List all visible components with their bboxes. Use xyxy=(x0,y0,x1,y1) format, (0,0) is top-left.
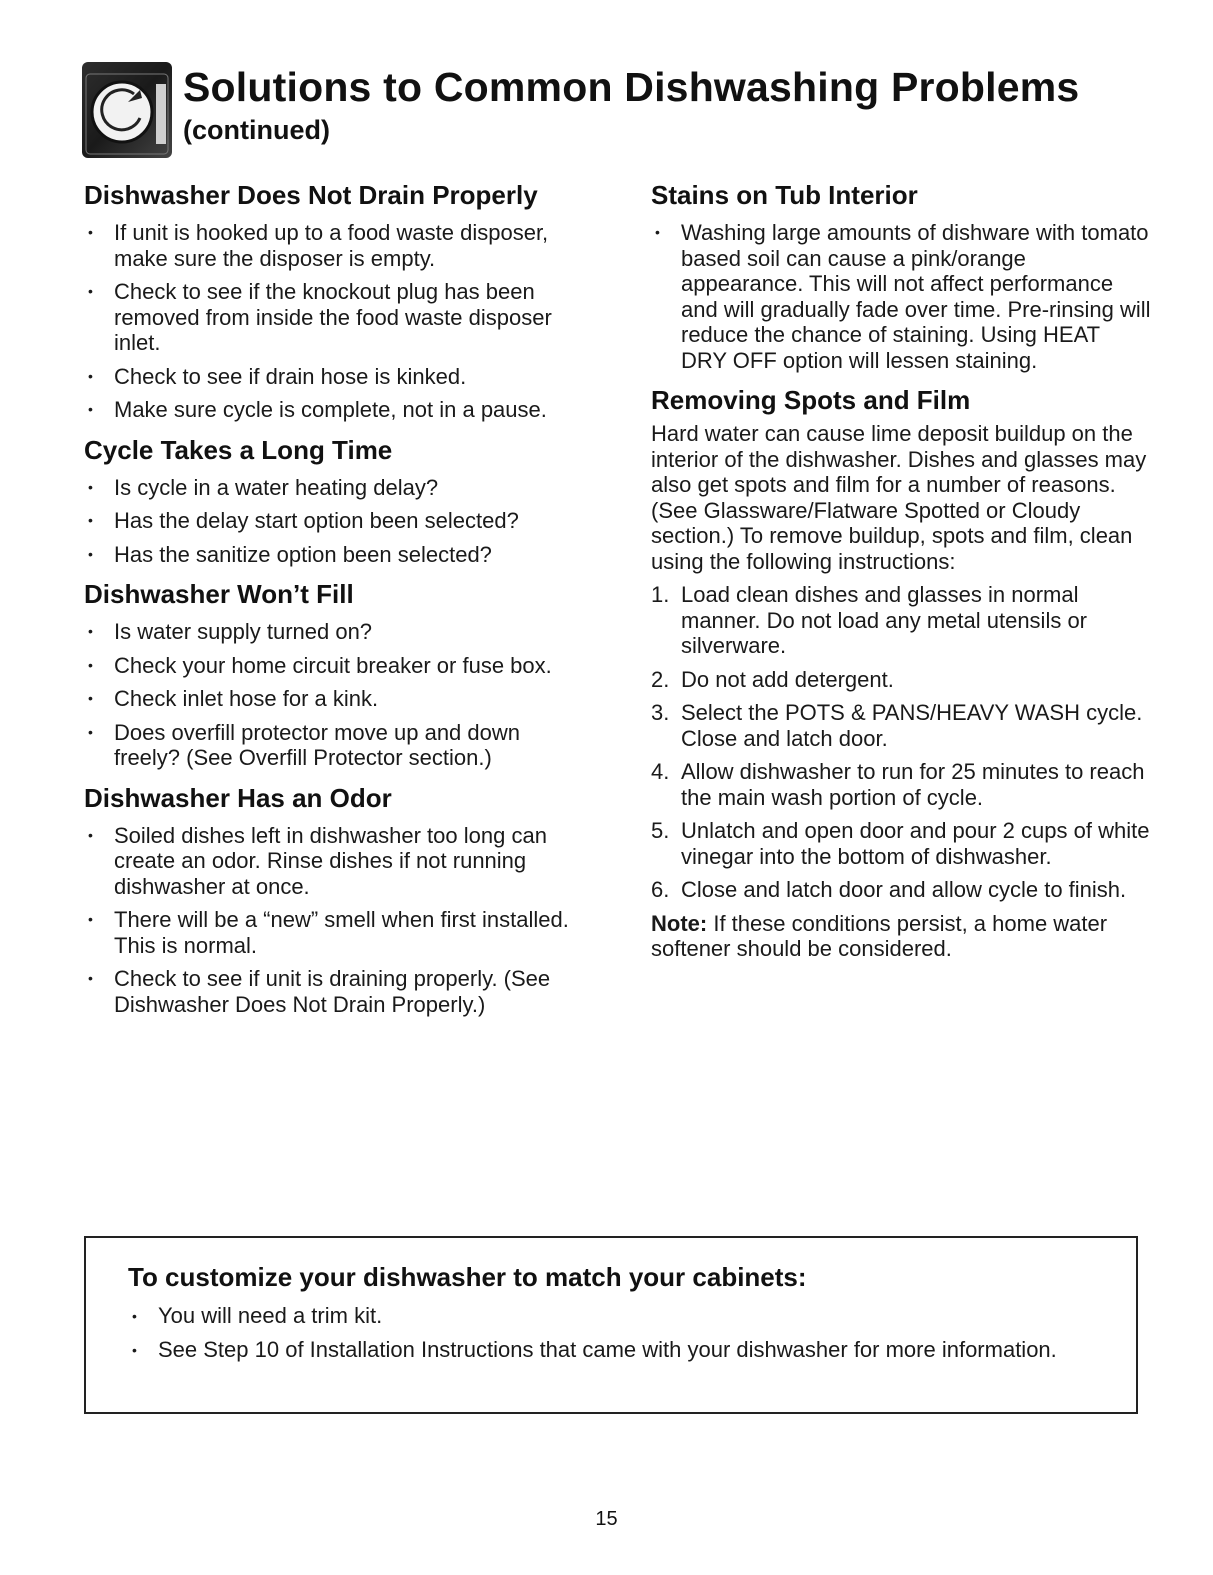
bullet-icon: • xyxy=(88,690,93,706)
step-text: Close and latch door and allow cycle to finish. xyxy=(681,877,1127,902)
step-text: Load clean dishes and glasses in normal manner. Do not load any metal utensils or silverware. xyxy=(681,582,1088,658)
bullet-list xyxy=(84,475,584,568)
list-item xyxy=(84,653,584,679)
section-title: Removing Spots and Film xyxy=(651,385,971,415)
list-item xyxy=(84,364,584,390)
list-item-text: Has the sanitize option been selected? xyxy=(114,541,492,567)
bullet-list xyxy=(651,220,1151,373)
numbered-step xyxy=(651,759,1151,810)
paragraph: Hard water can cause lime deposit buildup on the interior of the dishwasher. Dishes and glasses may also get spots and film for a number of reasons. (See Glassware/Flatware Spotted or Cloudy section.) To remove buildup, spots and film, clean using the following instructions: xyxy=(651,421,1147,574)
section-title: Dishwasher Has an Odor xyxy=(84,782,392,813)
section-title: Dishwasher Does Not Drain Properly xyxy=(84,180,538,210)
list-item-text: Make sure cycle is complete, not in a pause. xyxy=(114,397,547,422)
left-column xyxy=(84,178,584,1017)
list-item-text: Soiled dishes left in dishwasher too long can create an odor. Rinse dishes if not running dishwasher at once. xyxy=(114,822,547,899)
bullet-icon: • xyxy=(132,1308,137,1324)
list-item xyxy=(84,966,584,1017)
list-item-text: If unit is hooked up to a food waste disposer, make sure the disposer is empty. xyxy=(114,220,549,271)
list-item-text: See Step 10 of Installation Instructions that came with your dishwasher for more information. xyxy=(158,1337,1057,1362)
callout-title: To customize your dishwasher to match your cabinets: xyxy=(128,1262,807,1292)
list-item xyxy=(128,1337,1078,1363)
list-item-text: Check inlet hose for a kink. xyxy=(114,686,379,711)
bullet-icon: • xyxy=(88,723,93,740)
bullet-icon: • xyxy=(88,623,93,639)
list-item xyxy=(84,619,584,645)
bullet-icon: • xyxy=(88,826,93,843)
step-number: 4. xyxy=(651,759,670,784)
step-number: 5. xyxy=(651,818,670,843)
bullet-icon: • xyxy=(132,1342,137,1358)
list-item-text: There will be a “new” smell when first installed. This is normal. xyxy=(114,907,569,958)
bullet-list xyxy=(128,1295,1078,1363)
bullet-icon: • xyxy=(88,224,93,240)
list-item xyxy=(84,542,584,568)
bullet-icon: • xyxy=(88,367,93,384)
bullet-icon: • xyxy=(88,656,93,673)
list-item xyxy=(84,220,584,271)
step-number: 3. xyxy=(651,700,670,725)
page-subtitle: (continued) xyxy=(183,115,330,145)
numbered-step xyxy=(651,582,1151,659)
bullet-icon: • xyxy=(88,545,93,562)
note-text: If these conditions persist, a home water softener should be considered. xyxy=(651,910,1108,961)
list-item-text: Check your home circuit breaker or fuse box. xyxy=(114,652,552,678)
list-item-text: Has the delay start option been selected? xyxy=(114,508,519,533)
bullet-icon: • xyxy=(88,512,93,528)
section-title: Stains on Tub Interior xyxy=(651,180,918,210)
step-text: Select the POTS & PANS/HEAVY WASH cycle. Close and latch door. xyxy=(681,700,1143,751)
step-text: Allow dishwasher to run for 25 minutes to reach the main wash portion of cycle. xyxy=(681,759,1145,810)
bullet-icon: • xyxy=(88,283,93,299)
list-item-text: Check to see if the knockout plug has been removed from inside the food waste disposer inlet. xyxy=(114,279,552,355)
list-item xyxy=(84,686,584,712)
list-item-text: Washing large amounts of dishware with tomato based soil can cause a pink/orange appearance. This will not affect performance and will gradually fade over time. Pre-rinsing will reduce the chance of staining. Using HEAT DRY OFF option will lessen staining. xyxy=(681,220,1151,373)
section-title: Dishwasher Won’t Fill xyxy=(84,579,354,609)
list-item-text: Check to see if unit is draining properly. (See Dishwasher Does Not Drain Properly.) xyxy=(114,966,551,1017)
list-item-text: Is cycle in a water heating delay? xyxy=(114,474,439,500)
step-text: Do not add detergent. xyxy=(681,666,894,692)
list-item xyxy=(84,907,584,958)
list-item xyxy=(84,397,584,423)
numbered-step xyxy=(651,700,1151,751)
bullet-icon: • xyxy=(88,401,93,417)
list-item-text: Is water supply turned on? xyxy=(114,619,373,644)
section-title: Cycle Takes a Long Time xyxy=(84,434,393,465)
right-column xyxy=(651,178,1151,962)
list-item xyxy=(84,720,584,771)
list-item xyxy=(84,508,584,534)
step-text: Unlatch and open door and pour 2 cups of white vinegar into the bottom of dishwasher. xyxy=(681,818,1150,869)
list-item xyxy=(128,1303,1078,1329)
bullet-icon: • xyxy=(655,224,660,240)
numbered-list xyxy=(651,582,1151,903)
step-number: 1. xyxy=(651,582,670,607)
list-item xyxy=(84,823,584,900)
step-number: 2. xyxy=(651,666,670,692)
list-item xyxy=(84,475,584,501)
note-label: Note: xyxy=(651,910,708,936)
list-item-text: Does overfill protector move up and down freely? (See Overfill Protector section.) xyxy=(114,719,520,770)
page-title: Solutions to Common Dishwashing Problems xyxy=(183,64,1080,110)
bullet-list xyxy=(84,619,584,771)
page-number: 15 xyxy=(595,1508,618,1530)
bullet-list xyxy=(84,220,584,423)
bullet-icon: • xyxy=(88,970,93,986)
customize-callout-box xyxy=(84,1236,1138,1414)
list-item-text: Check to see if drain hose is kinked. xyxy=(114,363,467,389)
bullet-list xyxy=(84,823,584,1018)
step-number: 6. xyxy=(651,877,670,902)
numbered-step xyxy=(651,667,1151,693)
bullet-icon: • xyxy=(88,478,93,495)
list-item-text: You will need a trim kit. xyxy=(158,1303,383,1328)
numbered-step xyxy=(651,877,1151,903)
numbered-step xyxy=(651,818,1151,869)
list-item xyxy=(84,279,584,356)
dishwasher-troubleshooting-icon xyxy=(82,62,172,158)
list-item xyxy=(651,220,1151,373)
bullet-icon: • xyxy=(88,911,93,927)
note-paragraph xyxy=(651,911,1151,962)
